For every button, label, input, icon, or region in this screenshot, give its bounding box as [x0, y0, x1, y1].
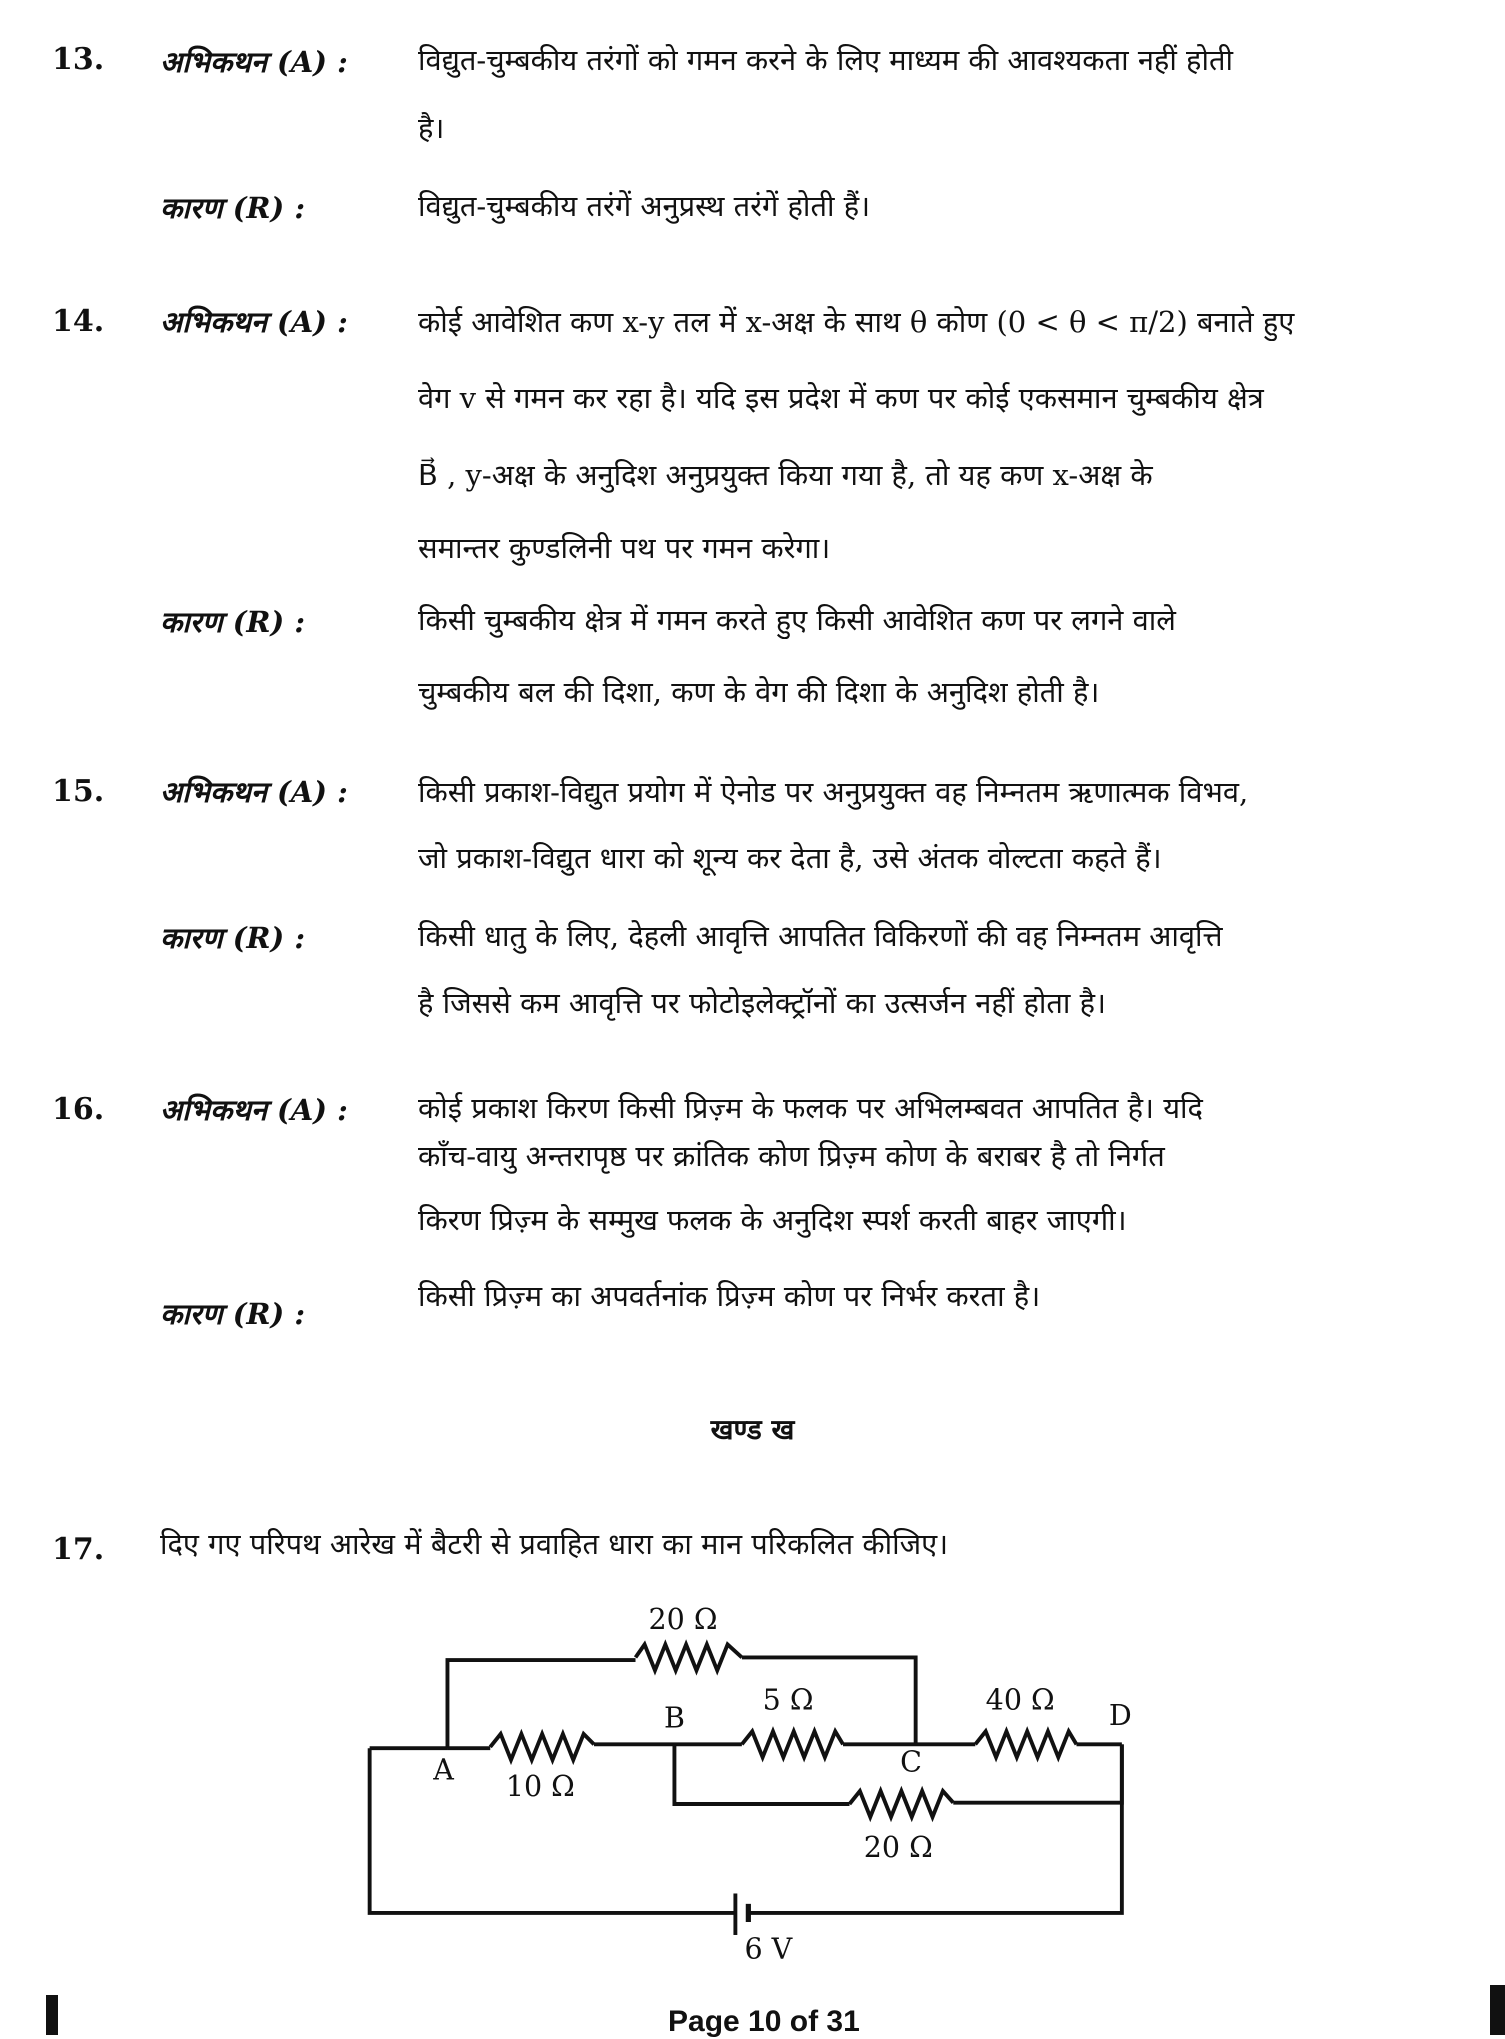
reason-label: कारण (R) :: [160, 605, 306, 639]
node-c: C: [900, 1745, 922, 1779]
reason-line: किसी चुम्बकीय क्षेत्र में गमन करते हुए किसी आवेशित कण पर लगने वाले: [418, 603, 1176, 637]
reason-line: किसी धातु के लिए, देहली आवृत्ति आपतित विकिरणों की वह निम्नतम आवृत्ति: [418, 919, 1223, 953]
assertion-line: काँच-वायु अन्तरापृष्ठ पर क्रांतिक कोण प्रिज़्म कोण के बराबर है तो निर्गत: [418, 1139, 1165, 1173]
assertion-line: है।: [418, 111, 445, 145]
question-number: 15.: [52, 774, 105, 809]
footer-bar-left: [46, 1995, 58, 2035]
resistor-bd: [850, 1791, 954, 1817]
assertion-line: किरण प्रिज़्म के सम्मुख फलक के अनुदिश स्पर्श करती बाहर जाएगी।: [418, 1203, 1127, 1237]
node-a: A: [433, 1753, 454, 1787]
reason-line: चुम्बकीय बल की दिशा, कण के वेग की दिशा के अनुदिश होती है।: [418, 675, 1100, 709]
question-number: 16.: [52, 1092, 105, 1127]
page-number: Page 10 of 31: [668, 2005, 860, 2038]
circuit-diagram: [359, 1590, 1139, 1970]
reason-label: कारण (R) :: [160, 921, 306, 955]
assertion-label: अभिकथन (A) :: [160, 775, 348, 809]
section-title: खण्ड ख: [710, 1413, 795, 1446]
resistor-ab: [490, 1734, 594, 1760]
assertion-line: कोई प्रकाश किरण किसी प्रिज़्म के फलक पर अभिलम्बवत आपतित है। यदि: [418, 1091, 1203, 1125]
question-number: 14.: [52, 304, 105, 339]
reason-label: कारण (R) :: [160, 191, 306, 225]
assertion-line: विद्युत-चुम्बकीय तरंगों को गमन करने के लिए माध्यम की आवश्यकता नहीं होती: [418, 43, 1234, 77]
label-r-top: 20 Ω: [648, 1602, 718, 1636]
footer-bar-right: [1490, 1985, 1505, 2035]
assertion-line: वेग v से गमन कर रहा है। यदि इस प्रदेश में कण पर कोई एकसमान चुम्बकीय क्षेत्र: [418, 381, 1264, 415]
resistor-top: [636, 1644, 742, 1670]
node-d: D: [1108, 1698, 1132, 1732]
resistor-bc: [742, 1731, 843, 1757]
assertion-line: कोई आवेशित कण x-y तल में x-अक्ष के साथ θ कोण (0 < θ < π/2) बनाते हुए: [418, 305, 1295, 339]
assertion-label: अभिकथन (A) :: [160, 45, 348, 79]
assertion-label: अभिकथन (A) :: [160, 1093, 348, 1127]
node-b: B: [664, 1701, 686, 1735]
label-r-bd: 20 Ω: [863, 1831, 933, 1865]
assertion-line: किसी प्रकाश-विद्युत प्रयोग में ऐनोड पर अनुप्रयुक्त वह निम्नतम ऋणात्मक विभव,: [418, 775, 1249, 809]
question-number: 13.: [52, 42, 105, 77]
assertion-line: B⃗ , y-अक्ष के अनुदिश अनुप्रयुक्त किया गया है, तो यह कण x-अक्ष के: [418, 458, 1153, 492]
reason-line: है जिससे कम आवृत्ति पर फोटोइलेक्ट्रॉनों का उत्सर्जन नहीं होता है।: [418, 986, 1107, 1020]
reason-line: किसी प्रिज़्म का अपवर्तनांक प्रिज़्म कोण पर निर्भर करता है।: [418, 1279, 1041, 1313]
assertion-label: अभिकथन (A) :: [160, 305, 348, 339]
assertion-line: जो प्रकाश-विद्युत धारा को शून्य कर देता है, उसे अंतक वोल्टता कहते हैं।: [418, 841, 1162, 875]
question-number: 17.: [52, 1532, 105, 1567]
resistor-cd: [975, 1731, 1076, 1757]
reason-line: विद्युत-चुम्बकीय तरंगें अनुप्रस्थ तरंगें होती हैं।: [418, 189, 871, 223]
reason-label: कारण (R) :: [160, 1297, 306, 1331]
question-text: दिए गए परिपथ आरेख में बैटरी से प्रवाहित धारा का मान परिकलित कीजिए।: [160, 1527, 949, 1561]
label-r-ab: 10 Ω: [505, 1770, 575, 1804]
label-battery: 6 V: [744, 1932, 793, 1966]
wire-outer: [370, 1744, 1122, 1913]
label-r-cd: 40 Ω: [985, 1683, 1055, 1717]
label-r-bc: 5 Ω: [762, 1683, 814, 1717]
assertion-line: समान्तर कुण्डलिनी पथ पर गमन करेगा।: [418, 531, 831, 565]
